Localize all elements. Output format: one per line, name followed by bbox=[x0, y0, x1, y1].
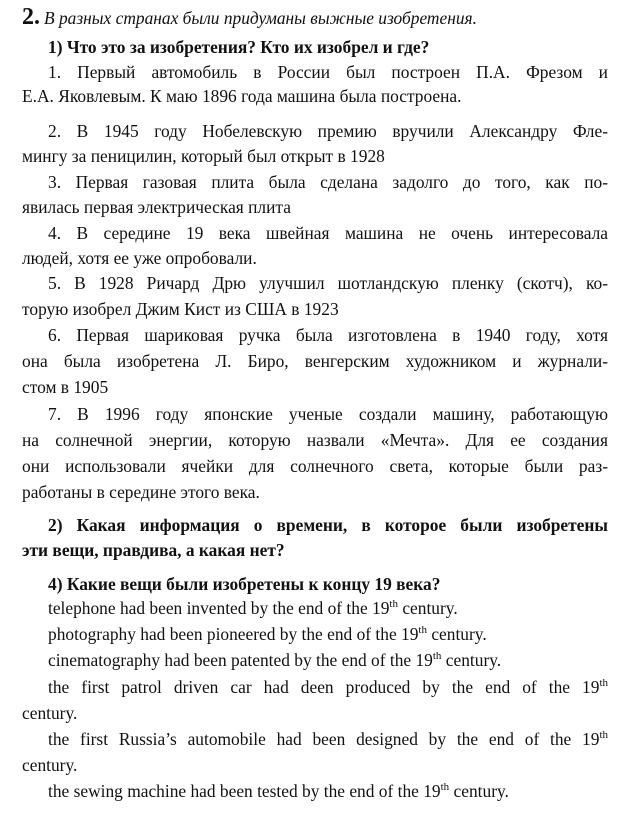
answer-6 bbox=[48, 781, 608, 801]
answer-5-line-1 bbox=[48, 729, 608, 749]
answer-1 bbox=[48, 598, 608, 618]
answer-2-text: photography had been pioneered by the end of the 19 bbox=[48, 624, 419, 644]
task-title: В разных странах были придуманы выжные изобретения. bbox=[44, 8, 477, 28]
answer-3-sup: th bbox=[432, 650, 442, 662]
answer-3 bbox=[48, 650, 608, 670]
item-1-line-2: Е.А. Яковлевым. К маю 1896 года машина была построена. bbox=[22, 86, 462, 106]
item-6-line-1: 6. Первая шариковая ручка была изготовлена в 1940 году, хотя bbox=[48, 325, 608, 345]
item-4-line-1: 4. В середине 19 века швейная машина не очень интересовала bbox=[48, 223, 608, 243]
answer-1-tail: century. bbox=[397, 598, 458, 618]
item-7-line-2: на солнечной энергии, которую назвали «Мечта». Для ее создания bbox=[22, 430, 608, 450]
task-number: 2. bbox=[22, 4, 40, 30]
answer-5-sup: th bbox=[599, 729, 608, 741]
answer-2 bbox=[48, 624, 608, 644]
answer-6-sup: th bbox=[440, 781, 450, 793]
item-2-line-2: мингу за пеницилин, который был открыт в 1928 bbox=[22, 146, 385, 166]
question-4: 4) Какие вещи были изобретены к концу 19 века? bbox=[48, 574, 441, 594]
question-2-line-2: эти вещи, правдива, а какая нет? bbox=[22, 540, 285, 560]
item-7-line-1: 7. В 1996 году японские ученые создали машину, работающую bbox=[48, 404, 608, 424]
answer-2-tail: century. bbox=[426, 624, 487, 644]
item-5-line-2: торую изобрел Джим Кист из США в 1923 bbox=[22, 299, 339, 319]
answer-6-text: the sewing machine had been tested by the end of the 19 bbox=[48, 781, 441, 801]
item-6-line-2: она была изобретена Л. Биро, венгерским художником и журнали- bbox=[22, 351, 608, 371]
item-1-line-1: 1. Первый автомобиль в России был построен П.А. Фрезом и bbox=[48, 62, 608, 82]
answer-5-line-2: century. bbox=[22, 755, 78, 775]
item-3-line-2: явилась первая электрическая плита bbox=[22, 197, 291, 217]
answer-4-text: the first patrol driven car had deen produced by the end of the 19 bbox=[48, 677, 600, 697]
item-6-line-3: стом в 1905 bbox=[22, 377, 109, 397]
question-2-line-1: 2) Какая информация о времени, в которое были изобретены bbox=[48, 515, 608, 535]
answer-5-text: the first Russia’s automobile had been designed by the end of the 19 bbox=[48, 729, 600, 749]
item-7-line-3: они использовали ячейки для солнечного света, которые были раз- bbox=[22, 456, 608, 476]
answer-2-sup: th bbox=[418, 624, 427, 636]
answer-3-tail: century. bbox=[441, 650, 502, 670]
task-header bbox=[22, 4, 608, 30]
question-1: 1) Что это за изобретения? Кто их изобрел и где? bbox=[48, 37, 430, 57]
item-4-line-2: людей, хотя ее уже опробовали. bbox=[22, 248, 257, 268]
answer-1-sup: th bbox=[389, 598, 398, 610]
answer-4-sup: th bbox=[599, 677, 608, 689]
item-2-line-1: 2. В 1945 году Нобелевскую премию вручили Александру Фле- bbox=[48, 121, 608, 141]
answer-3-text: cinematography had been patented by the end of the 19 bbox=[48, 650, 433, 670]
answer-6-tail: century. bbox=[449, 781, 509, 801]
answer-4-line-1 bbox=[48, 677, 608, 697]
item-3-line-1: 3. Первая газовая плита была сделана задолго до того, как по- bbox=[48, 172, 608, 192]
answer-1-text: telephone had been invented by the end of the 19 bbox=[48, 598, 390, 618]
item-5-line-1: 5. В 1928 Ричард Дрю улучшил шотландскую пленку (скотч), ко- bbox=[48, 273, 608, 293]
item-7-line-4: работаны в середине этого века. bbox=[22, 482, 260, 502]
answer-4-line-2: century. bbox=[22, 703, 78, 723]
